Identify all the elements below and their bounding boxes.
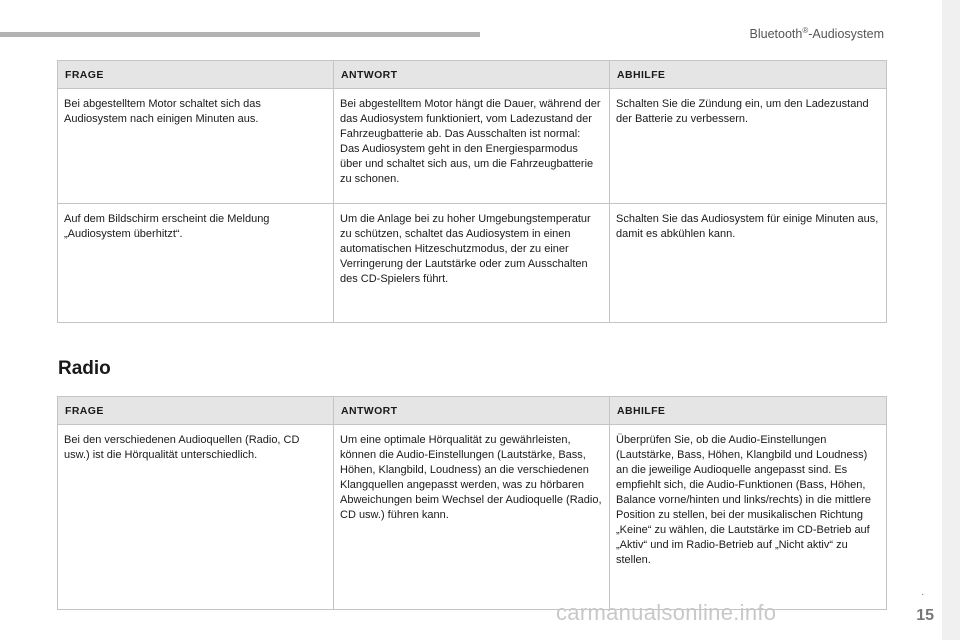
remedy-cell: Schalten Sie das Audiosystem für einige Minuten aus, damit es abkühlen kann. bbox=[610, 204, 887, 323]
header-title-main: Bluetooth bbox=[749, 27, 803, 42]
header-title-suffix: -Audiosystem bbox=[808, 27, 884, 42]
page-header-title bbox=[750, 26, 884, 41]
answer-cell: Um eine optimale Hörqualität zu gewährleisten, können die Audio-Einstellungen (Lautstärke, Bass, Höhen, Klangbild, Loudness) an die verschiedenen Klangquellen angepasst werden, was zu hörbaren Abweichungen beim Wechsel der Audioquelle (Radio, CD usw.) führen kann. bbox=[334, 425, 610, 610]
answer-cell: Um die Anlage bei zu hoher Umgebungstemperatur zu schützen, schaltet das Audiosystem in einen automatischen Hitzeschutzmodus, der zu einer Verringerung der Lautstärke oder zum Ausschalten des CD-Spielers führt. bbox=[334, 204, 610, 323]
column-header-question: FRAGE bbox=[58, 397, 334, 425]
column-header-answer: ANTWORT bbox=[334, 397, 610, 425]
table-header-row bbox=[58, 397, 887, 425]
table-row bbox=[58, 425, 887, 610]
column-header-remedy: ABHILFE bbox=[610, 397, 887, 425]
header-title-registered: ® bbox=[802, 26, 809, 35]
table-row bbox=[58, 204, 887, 323]
site-watermark: carmanualsonline.info bbox=[556, 600, 777, 625]
page-number: 15 bbox=[916, 607, 934, 624]
remedy-cell: Schalten Sie die Zündung ein, um den Ladezustand der Batterie zu verbessern. bbox=[610, 89, 887, 204]
section-title-radio: Radio bbox=[58, 358, 111, 379]
header-rule bbox=[0, 32, 480, 37]
remedy-cell: Überprüfen Sie, ob die Audio-Einstellungen (Lautstärke, Bass, Höhen, Klangbild und Loudness) an die jeweilige Audioquelle angepasst sind. Es empfiehlt sich, die Audio-Funktionen (Bass, Höhen, Balance vorne/hinten und links/rechts) in die mittlere Position zu stellen, bei der musikalischen Richtung „Keine“ zu wählen, die Lautstärke im CD-Betrieb auf „Aktiv“ und im Radio-Betrieb auf „Nicht aktiv“ zu stellen. bbox=[610, 425, 887, 610]
column-header-remedy: ABHILFE bbox=[610, 61, 887, 89]
page-marker-dot: . bbox=[921, 587, 924, 598]
question-cell: Auf dem Bildschirm erscheint die Meldung „Audiosystem überhitzt“. bbox=[58, 204, 334, 323]
troubleshooting-table-general bbox=[57, 60, 887, 323]
page-edge-strip bbox=[942, 0, 960, 640]
column-header-answer: ANTWORT bbox=[334, 61, 610, 89]
question-cell: Bei abgestelltem Motor schaltet sich das Audiosystem nach einigen Minuten aus. bbox=[58, 89, 334, 204]
question-cell: Bei den verschiedenen Audioquellen (Radio, CD usw.) ist die Hörqualität unterschiedlich. bbox=[58, 425, 334, 610]
column-header-question: FRAGE bbox=[58, 61, 334, 89]
table-row bbox=[58, 89, 887, 204]
table-header-row bbox=[58, 61, 887, 89]
troubleshooting-table-radio bbox=[57, 396, 887, 610]
answer-cell: Bei abgestelltem Motor hängt die Dauer, während der das Audiosystem funktioniert, vom Ladezustand der Fahrzeugbatterie ab. Das Ausschalten ist normal: Das Audiosystem geht in den Energiesparmodus über und schaltet sich aus, um die Fahrzeugbatterie zu schonen. bbox=[334, 89, 610, 204]
